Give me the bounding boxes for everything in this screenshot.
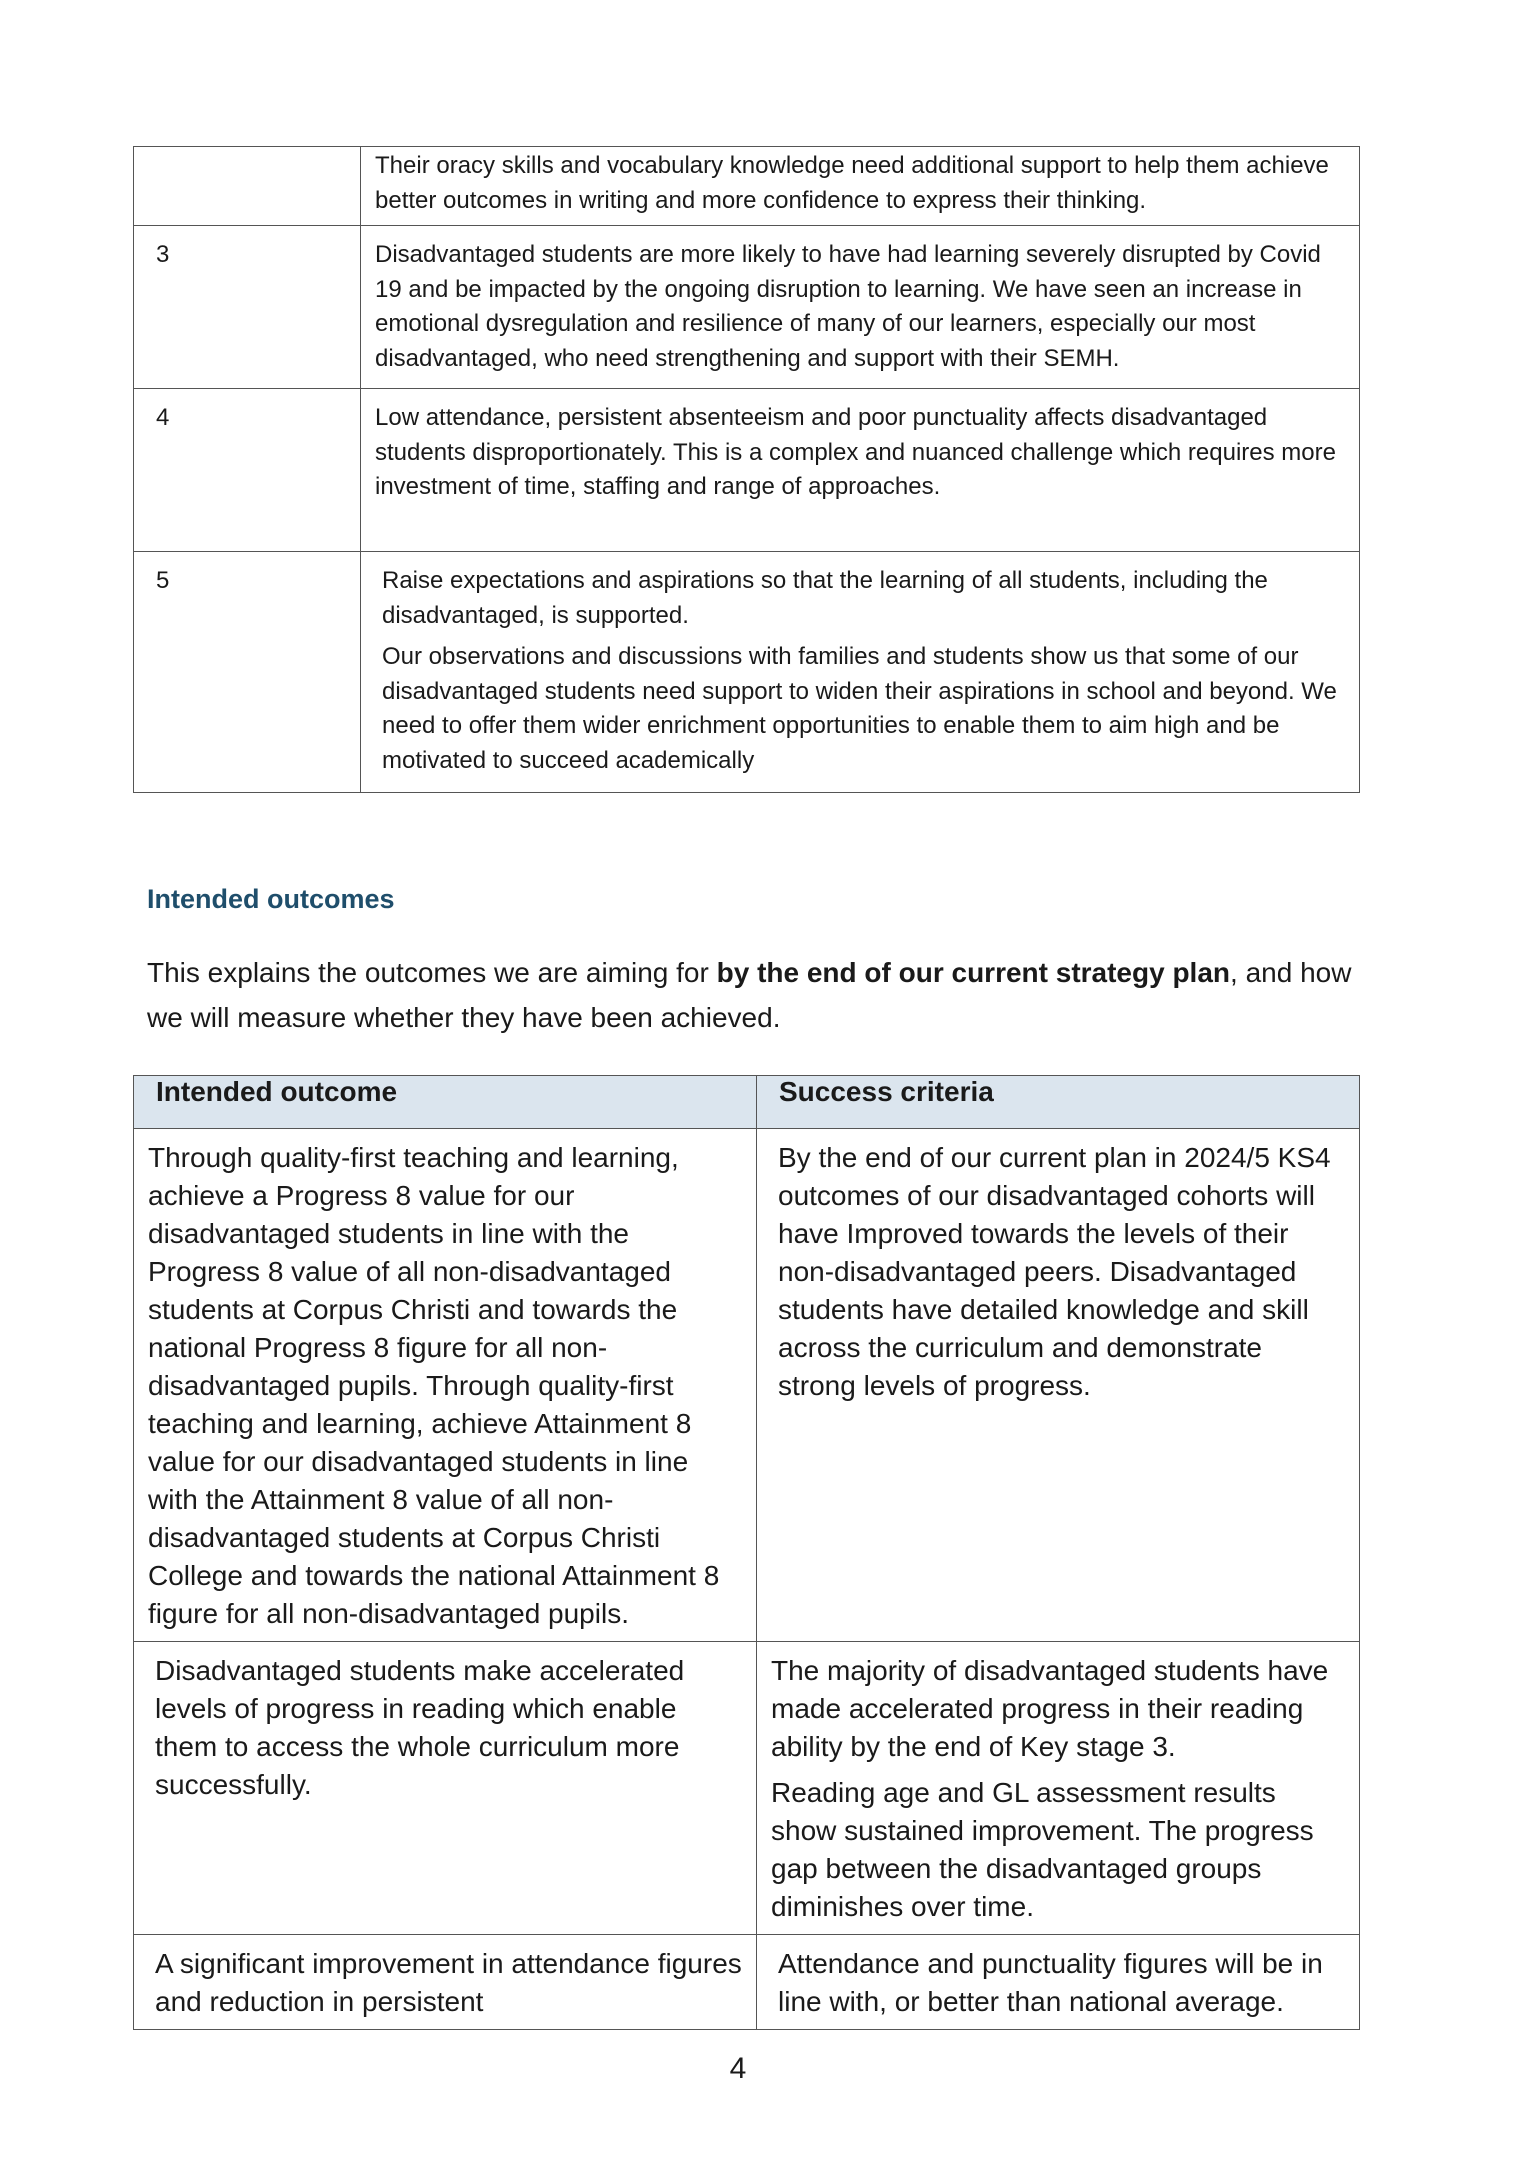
challenge-paragraph: Disadvantaged students are more likely to have had learning severely disrupted by Covid 19 and be impacted by the ongoing disruption to learning. We have seen an increase in emotional dysregulation and resilience of many of our learners, especially our most disadvantaged, who need strengthening and support with their SEMH. <box>375 241 1321 372</box>
table-row <box>134 1642 1360 1935</box>
success-criteria-cell <box>757 1129 1360 1642</box>
intro-paragraph <box>147 950 1377 1040</box>
success-criteria-cell <box>757 1642 1360 1935</box>
challenge-number <box>134 147 361 226</box>
column-header-success-criteria: Success criteria <box>757 1076 1360 1129</box>
intended-outcome-cell <box>134 1935 757 2030</box>
table-row <box>134 389 1360 552</box>
challenge-paragraph: Raise expectations and aspirations so that the learning of all students, including the disadvantaged, is supported. <box>382 567 1268 629</box>
challenge-number: 5 <box>134 552 361 793</box>
challenge-detail <box>361 147 1360 226</box>
challenge-detail <box>361 389 1360 552</box>
table-header-row <box>134 1076 1360 1129</box>
outcome-text: A significant improvement in attendance figures and reduction in persistent <box>155 1948 742 2017</box>
challenge-paragraph: Our observations and discussions with families and students show us that some of our disadvantaged students need support to widen their aspirations in school and beyond. We need to offer them wider enrichment opportunities to enable them to aim high and be motivated to succeed academically <box>382 643 1337 774</box>
challenges-table <box>133 146 1360 793</box>
challenge-number: 4 <box>134 389 361 552</box>
table-row <box>134 552 1360 793</box>
challenge-number: 3 <box>134 226 361 389</box>
intended-outcome-cell <box>134 1642 757 1935</box>
intended-outcome-cell <box>134 1129 757 1642</box>
intro-text: This explains the outcomes we are aiming for <box>147 957 717 988</box>
table-row <box>134 226 1360 389</box>
intro-emphasis: by the end of our current strategy plan <box>716 957 1231 988</box>
outcome-text: Disadvantaged students make accelerated levels of progress in reading which enable them to access the whole curriculum more successfully. <box>155 1655 685 1800</box>
criteria-text: By the end of our current plan in 2024/5 KS4 outcomes of our disadvantaged cohorts will have Improved towards the levels of their non-disadvantaged peers. Disadvantaged students have detailed knowledge and skill across the curriculum and demonstrate strong levels of progress. <box>778 1142 1331 1401</box>
table-row <box>134 1935 1360 2030</box>
page-number: 4 <box>729 2052 747 2085</box>
success-criteria-cell <box>757 1935 1360 2030</box>
table-row <box>134 147 1360 226</box>
criteria-text: Reading age and GL assessment results show sustained improvement. The progress gap between the disadvantaged groups diminishes over time. <box>771 1777 1314 1922</box>
criteria-text: Attendance and punctuality figures will be in line with, or better than national average. <box>778 1948 1323 2017</box>
outcome-text: Through quality-first teaching and learning, achieve a Progress 8 value for our disadvantaged students in line with the Progress 8 value of all non-disadvantaged students at Corpus Christi and towards the national Progress 8 figure for all non-disadvantaged pupils. Through quality-first teaching and learning, achieve Attainment 8 value for our disadvantaged students in line with the Attainment 8 value of all non-disadvantaged students at Corpus Christi College and towards the national Attainment 8 figure for all non-disadvantaged pupils. <box>148 1142 720 1629</box>
section-heading: Intended outcomes <box>147 884 395 914</box>
challenge-detail <box>361 552 1360 793</box>
challenge-paragraph: Their oracy skills and vocabulary knowledge need additional support to help them achieve better outcomes in writing and more confidence to express their thinking. <box>375 152 1329 214</box>
intro-text: , and how we will measure whether they have been achieved. <box>147 957 1352 1033</box>
challenge-detail <box>361 226 1360 389</box>
challenge-paragraph: Low attendance, persistent absenteeism and poor punctuality affects disadvantaged students disproportionately. This is a complex and nuanced challenge which requires more investment of time, staffing and range of approaches. <box>375 404 1336 500</box>
table-row <box>134 1129 1360 1642</box>
criteria-text: The majority of disadvantaged students have made accelerated progress in their reading ability by the end of Key stage 3. <box>771 1655 1329 1762</box>
column-header-intended-outcome: Intended outcome <box>134 1076 757 1129</box>
outcomes-table <box>133 1075 1360 2030</box>
